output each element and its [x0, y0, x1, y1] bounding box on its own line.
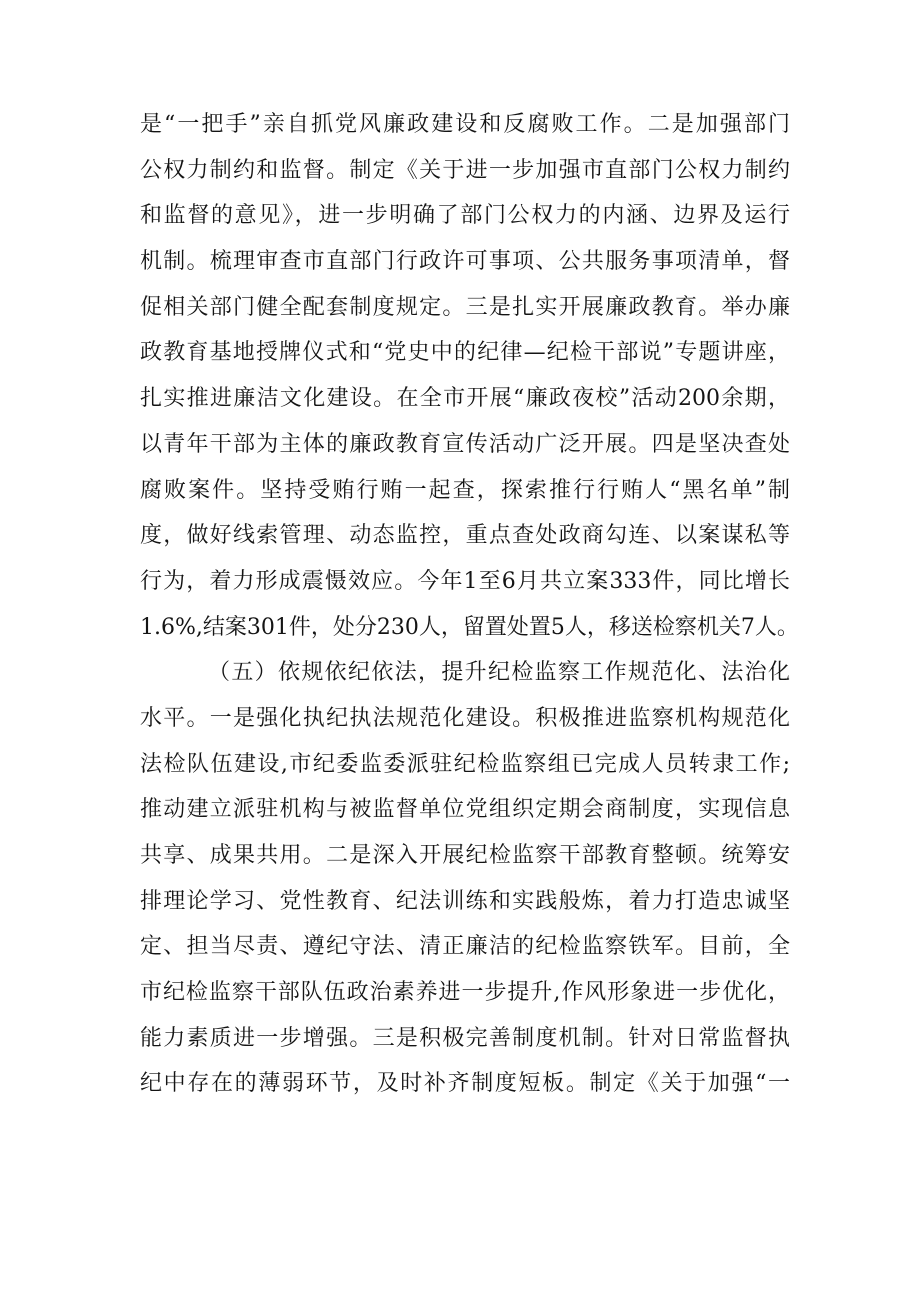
text-line: 推动建立派驻机构与被监督单位党组织定期会商制度，实现信息 — [140, 797, 790, 823]
section-heading-line: （五）依规依纪依法，提升纪检监察工作规范化、法治化 — [208, 660, 790, 686]
text-line: 市纪检监察干部队伍政治素养进一步提升,作风形象进一步优化， — [140, 980, 790, 1006]
text-line: 排理论学习、党性教育、纪法训练和实践般炼，着力打造忠诚坚 — [140, 888, 790, 914]
text-line: 是“一把手”亲自抓党风廉政建设和反腐败工作。二是加强部门 — [140, 112, 790, 137]
text-line: 法检队伍建设,市纪委监委派驻纪检监察组已完成人员转隶工作; — [140, 751, 790, 777]
text-line: 共享、成果共用。二是深入开展纪检监察干部教育整顿。统筹安 — [140, 843, 790, 868]
text-line: 定、担当尽责、遵纪守法、清正廉洁的纪检监察铁军。目前，全 — [140, 934, 790, 960]
document-body — [140, 102, 799, 1107]
text-line: 度，做好线索管理、动态监控，重点查处政商勾连、以案谋私等 — [140, 523, 790, 549]
text-line: 水平。一是强化执纪执法规范化建设。积极推进监察机构规范化 — [140, 705, 790, 731]
text-line: 纪中存在的薄弱环节，及时补齐制度短板。制定《关于加强“一 — [140, 1071, 790, 1097]
text-line: 公权力制约和监督。制定《关于进一步加强市直部门公权力制约 — [140, 157, 790, 183]
text-line: 行为，着力形成震慑效应。今年1至6月共立案333件，同比增长 — [140, 568, 790, 594]
text-line: 机制。梳理审查市直部门行政许可事项、公共服务事项清单，督 — [140, 249, 790, 275]
text-line: 和监督的意见》，进一步明确了部门公权力的内涵、边界及运行 — [140, 203, 790, 229]
text-line: 促相关部门健全配套制度规定。三是扎实开展廉政教育。举办廉 — [140, 294, 790, 320]
text-line: 1.6%,结案301件，处分230人，留置处置5人，移送检察机关7人。 — [140, 614, 799, 640]
text-line: 扎实推进廉洁文化建设。在全市开展“廉政夜校”活动200余期， — [140, 386, 790, 412]
text-line: 以青年干部为主体的廉政教育宣传活动广泛开展。四是坚决查处 — [140, 431, 790, 457]
text-line: 腐败案件。坚持受贿行贿一起查，探索推行行贿人“黑名单”制 — [140, 477, 790, 503]
text-line: 政教育基地授牌仪式和“党史中的纪律—纪检干部说”专题讲座， — [140, 340, 790, 366]
text-line: 能力素质进一步增强。三是积极完善制度机制。针对日常监督执 — [140, 1025, 790, 1051]
